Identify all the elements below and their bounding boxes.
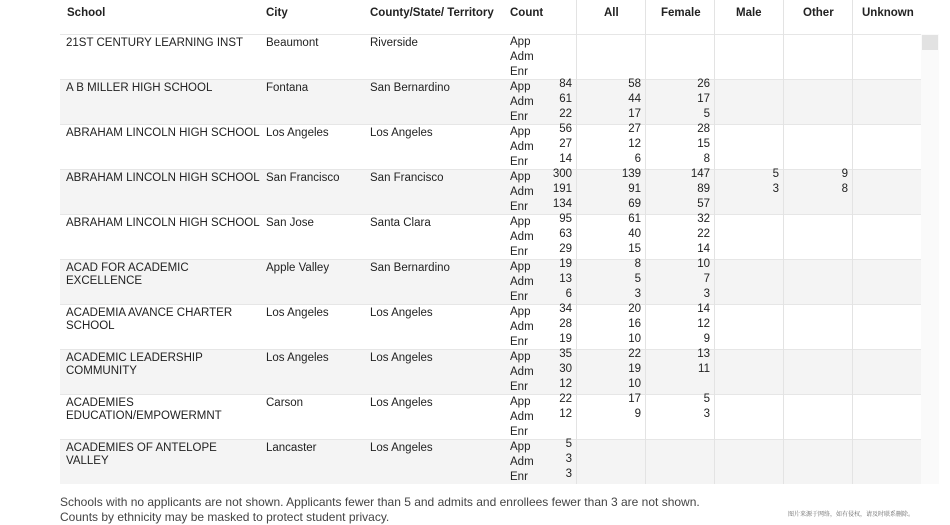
count-type-label: Adm: [510, 186, 534, 198]
count-type-label: Adm: [510, 411, 534, 423]
school-name: A B MILLER HIGH SCHOOL: [66, 82, 213, 94]
header-unknown[interactable]: Unknown: [862, 7, 914, 19]
male-value: 32: [697, 213, 710, 225]
female-value: 12: [628, 138, 641, 150]
all-value: 34: [559, 303, 572, 315]
footnote-line-2: Counts by ethnicity may be masked to protect student privacy.: [60, 510, 390, 524]
all-value: 22: [559, 108, 572, 120]
county-name: Los Angeles: [370, 127, 433, 139]
scrollbar-thumb[interactable]: [922, 35, 938, 50]
all-value: 300: [552, 168, 572, 180]
school-name: ACADEMIES EDUCATION/EMPOWERMNT: [66, 397, 222, 422]
header-school[interactable]: School: [67, 7, 106, 19]
male-value: 15: [697, 138, 710, 150]
table-row[interactable]: [60, 259, 921, 304]
female-value: 139: [621, 168, 641, 180]
county-name: Santa Clara: [370, 217, 431, 229]
column-divider: [714, 0, 715, 484]
city-name: Fontana: [266, 82, 309, 94]
count-type-label: App: [510, 171, 531, 183]
count-type-label: Enr: [510, 111, 528, 123]
count-type-label: App: [510, 306, 531, 318]
city-name: Beaumont: [266, 37, 319, 49]
female-value: 20: [628, 303, 641, 315]
female-value: 10: [628, 333, 641, 345]
female-value: 9: [634, 408, 641, 420]
school-name: ABRAHAM LINCOLN HIGH SCHOOL: [66, 127, 260, 139]
count-type-label: App: [510, 36, 531, 48]
count-type-label: Enr: [510, 291, 528, 303]
count-type-label: Adm: [510, 276, 534, 288]
all-value: 6: [565, 288, 572, 300]
all-value: 22: [559, 393, 572, 405]
all-value: 27: [559, 138, 572, 150]
county-name: San Francisco: [370, 172, 444, 184]
all-value: 35: [559, 348, 572, 360]
all-value: 3: [565, 468, 572, 480]
table-row[interactable]: [60, 169, 921, 214]
female-value: 8: [634, 258, 641, 270]
all-value: 5: [565, 438, 572, 450]
school-name: ABRAHAM LINCOLN HIGH SCHOOL: [66, 217, 260, 229]
all-value: 84: [559, 78, 572, 90]
male-value: 28: [697, 123, 710, 135]
female-value: 58: [628, 78, 641, 90]
female-value: 16: [628, 318, 641, 330]
city-name: San Francisco: [266, 172, 340, 184]
county-name: San Bernardino: [370, 82, 450, 94]
watermark-text: 图片来源于网络，如有侵权，请及时联系删除。: [788, 512, 915, 518]
count-type-label: Enr: [510, 66, 528, 78]
count-type-label: Adm: [510, 366, 534, 378]
count-type-label: Enr: [510, 381, 528, 393]
male-value: 12: [697, 318, 710, 330]
header-other[interactable]: Other: [803, 7, 834, 19]
school-name: ACADEMIC LEADERSHIP COMMUNITY: [66, 352, 203, 377]
female-value: 5: [634, 273, 641, 285]
female-value: 27: [628, 123, 641, 135]
city-name: Los Angeles: [266, 127, 329, 139]
count-type-label: Enr: [510, 426, 528, 438]
header-county[interactable]: County/State/ Territory: [370, 7, 494, 19]
count-type-label: App: [510, 351, 531, 363]
other-value: 3: [772, 183, 779, 195]
female-value: 44: [628, 93, 641, 105]
male-value: 5: [703, 108, 710, 120]
count-type-label: Enr: [510, 336, 528, 348]
column-divider: [576, 0, 577, 484]
all-value: 29: [559, 243, 572, 255]
male-value: 10: [697, 258, 710, 270]
county-name: Los Angeles: [370, 397, 433, 409]
city-name: San Jose: [266, 217, 314, 229]
table-row[interactable]: [60, 214, 921, 259]
male-value: 14: [697, 303, 710, 315]
city-name: Lancaster: [266, 442, 317, 454]
all-value: 191: [552, 183, 572, 195]
other-value: 5: [772, 168, 779, 180]
male-value: 9: [703, 333, 710, 345]
county-name: San Bernardino: [370, 262, 450, 274]
count-type-label: Adm: [510, 51, 534, 63]
school-name: ACADEMIA AVANCE CHARTER SCHOOL: [66, 307, 233, 332]
count-type-label: App: [510, 261, 531, 273]
count-type-label: App: [510, 441, 531, 453]
female-value: 91: [628, 183, 641, 195]
all-value: 63: [559, 228, 572, 240]
header-count[interactable]: Count: [510, 7, 544, 19]
vertical-scrollbar[interactable]: [921, 34, 939, 484]
city-name: Apple Valley: [266, 262, 330, 274]
school-name: ACAD FOR ACADEMIC EXCELLENCE: [66, 262, 189, 287]
unknown-value: 8: [841, 183, 848, 195]
male-value: 7: [703, 273, 710, 285]
male-value: 147: [690, 168, 710, 180]
count-type-label: App: [510, 396, 531, 408]
header-female[interactable]: Female: [661, 7, 701, 19]
all-value: 19: [559, 333, 572, 345]
female-value: 40: [628, 228, 641, 240]
male-value: 8: [703, 153, 710, 165]
female-value: 10: [628, 378, 641, 390]
column-divider: [645, 0, 646, 484]
all-value: 12: [559, 408, 572, 420]
school-name: ACADEMIES OF ANTELOPE VALLEY: [66, 442, 217, 467]
female-value: 17: [628, 393, 641, 405]
all-value: 95: [559, 213, 572, 225]
table-row[interactable]: [60, 349, 921, 394]
female-value: 22: [628, 348, 641, 360]
male-value: 26: [697, 78, 710, 90]
all-value: 19: [559, 258, 572, 270]
table-row[interactable]: [60, 439, 921, 484]
female-value: 69: [628, 198, 641, 210]
footnote-line-1: Schools with no applicants are not shown. Applicants fewer than 5 and admits and enrollees fewer than 3 are not shown.: [60, 495, 700, 509]
male-value: 3: [703, 408, 710, 420]
table-row[interactable]: [60, 124, 921, 169]
count-type-label: Adm: [510, 96, 534, 108]
count-type-label: Enr: [510, 246, 528, 258]
column-divider: [783, 0, 784, 484]
count-type-label: App: [510, 126, 531, 138]
column-divider: [852, 0, 853, 484]
female-value: 19: [628, 363, 641, 375]
all-value: 30: [559, 363, 572, 375]
count-type-label: Adm: [510, 321, 534, 333]
count-type-label: Enr: [510, 471, 528, 483]
school-name: ABRAHAM LINCOLN HIGH SCHOOL: [66, 172, 260, 184]
female-value: 3: [634, 288, 641, 300]
male-value: 14: [697, 243, 710, 255]
data-table-body: [60, 34, 921, 484]
all-value: 14: [559, 153, 572, 165]
all-value: 61: [559, 93, 572, 105]
count-type-label: App: [510, 216, 531, 228]
count-type-label: Adm: [510, 456, 534, 468]
all-value: 56: [559, 123, 572, 135]
male-value: 17: [697, 93, 710, 105]
city-name: Los Angeles: [266, 307, 329, 319]
female-value: 17: [628, 108, 641, 120]
male-value: 5: [703, 393, 710, 405]
city-name: Los Angeles: [266, 352, 329, 364]
table-row[interactable]: [60, 79, 921, 124]
male-value: 57: [697, 198, 710, 210]
county-name: Los Angeles: [370, 352, 433, 364]
header-male[interactable]: Male: [736, 7, 762, 19]
header-city[interactable]: City: [266, 7, 288, 19]
table-row[interactable]: [60, 304, 921, 349]
county-name: Los Angeles: [370, 442, 433, 454]
county-name: Riverside: [370, 37, 418, 49]
unknown-value: 9: [841, 168, 848, 180]
count-type-label: Enr: [510, 156, 528, 168]
male-value: 22: [697, 228, 710, 240]
count-type-label: Enr: [510, 201, 528, 213]
male-value: 3: [703, 288, 710, 300]
city-name: Carson: [266, 397, 304, 409]
count-type-label: Adm: [510, 231, 534, 243]
school-name: 21ST CENTURY LEARNING INST: [66, 37, 244, 49]
county-name: Los Angeles: [370, 307, 433, 319]
all-value: 12: [559, 378, 572, 390]
all-value: 13: [559, 273, 572, 285]
male-value: 13: [697, 348, 710, 360]
table-row[interactable]: [60, 394, 921, 439]
female-value: 6: [634, 153, 641, 165]
count-type-label: App: [510, 81, 531, 93]
footnote: [60, 495, 700, 525]
all-value: 134: [552, 198, 572, 210]
table-row[interactable]: [60, 34, 921, 79]
male-value: 11: [698, 363, 710, 375]
header-all[interactable]: All: [604, 7, 619, 19]
count-type-label: Adm: [510, 141, 534, 153]
all-value: 28: [559, 318, 572, 330]
male-value: 89: [697, 183, 710, 195]
female-value: 15: [628, 243, 641, 255]
female-value: 61: [628, 213, 641, 225]
all-value: 3: [565, 453, 572, 465]
